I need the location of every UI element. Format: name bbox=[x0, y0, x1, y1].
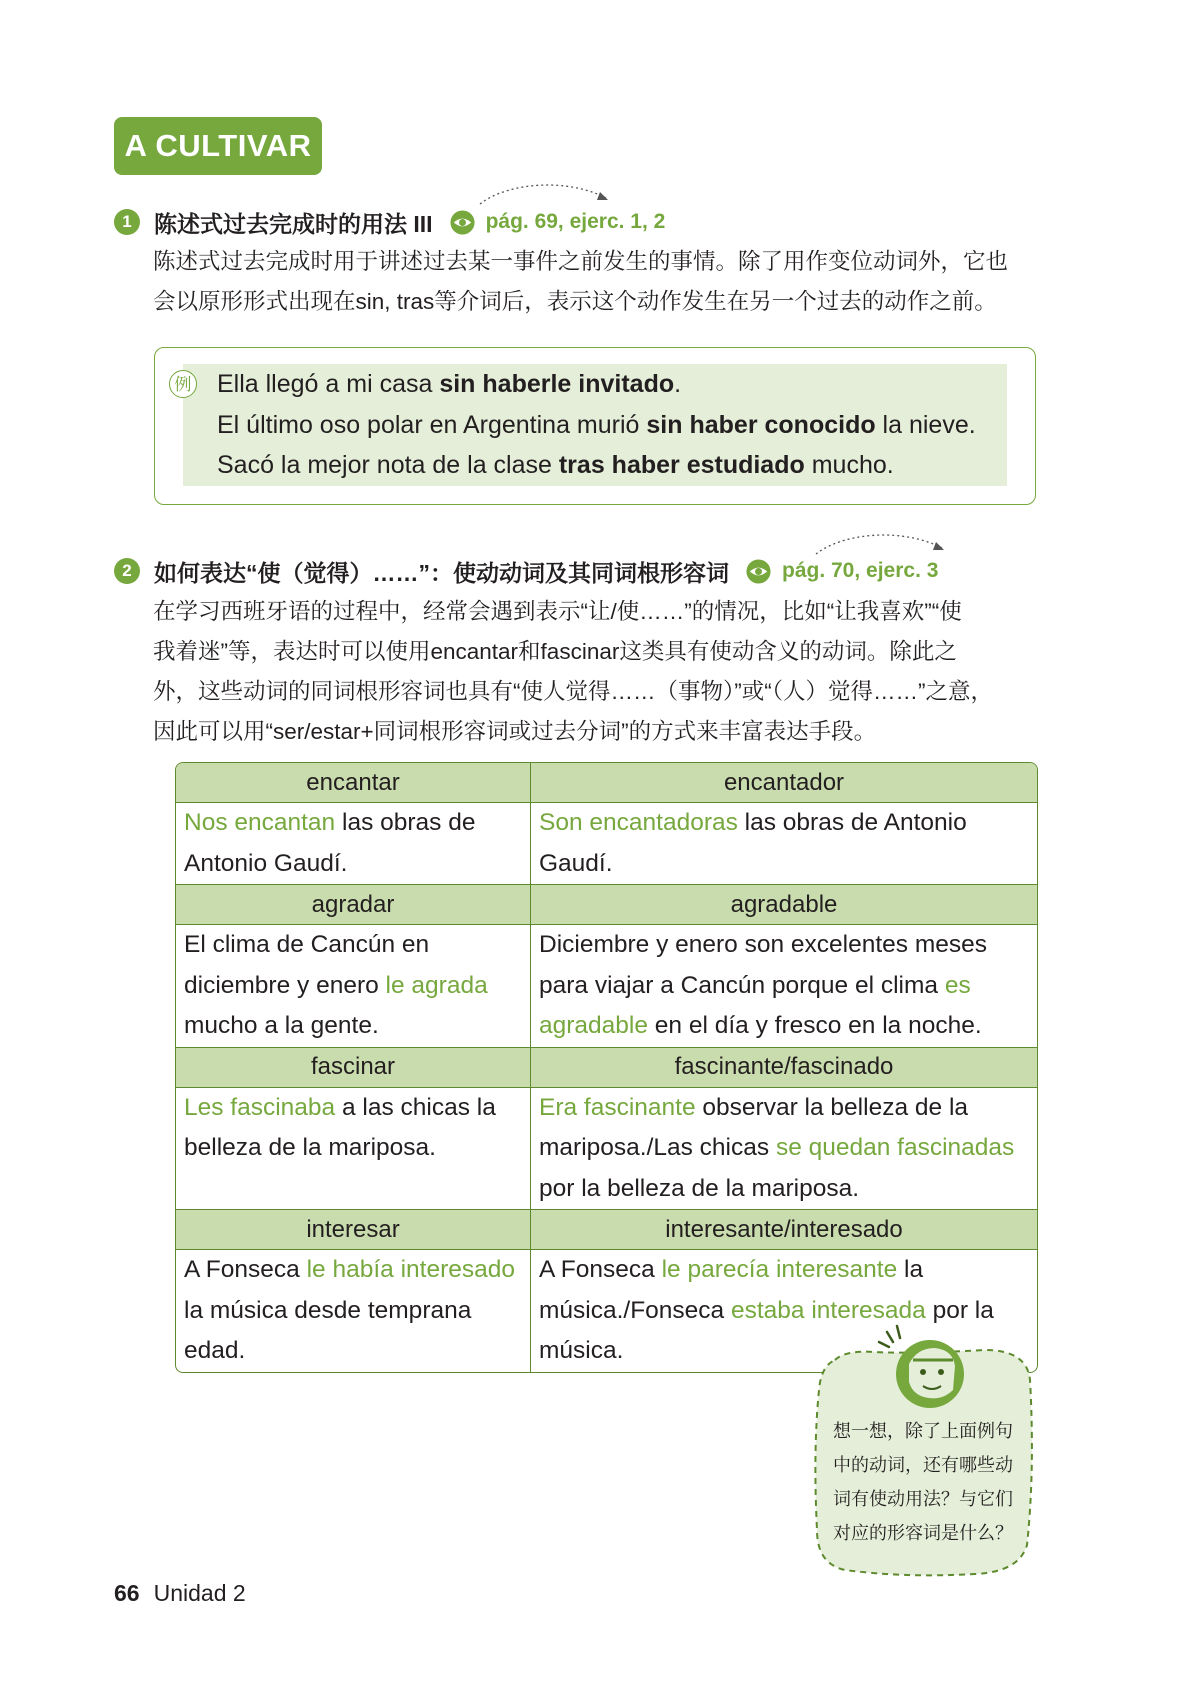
verb-example: Les fascinaba a las chicas la belleza de la mariposa. bbox=[176, 1088, 530, 1211]
page-number: 66 bbox=[114, 1580, 140, 1606]
verb-example: El clima de Cancún en diciembre y enero le agrada mucho a la gente. bbox=[176, 925, 530, 1048]
table-header-row bbox=[176, 763, 1037, 803]
example-sentence: Ella llegó a mi casa sin haberle invitado. bbox=[217, 370, 682, 398]
verb-header: interesar bbox=[176, 1210, 530, 1250]
section-title: 陈述式过去完成时的用法 III bbox=[154, 210, 433, 237]
section-title: 如何表达“使（觉得）……”：使动动词及其同词根形容词 bbox=[154, 559, 729, 586]
adjective-example: Era fascinante observar la belleza de la mariposa./Las chicas se quedan fascinadas por la belleza de la mariposa. bbox=[530, 1088, 1037, 1211]
section-2-paragraph: 在学习西班牙语的过程中，经常会遇到表示“让/使……”的情况，比如“让我喜欢”“使 我着迷”等，表达时可以使用encantar和fascinar这类具有使动含义的动词。除此之 外，这些动词的同词根形容词也具有“使人觉得……（事物）”或“（人）觉得……”之意， 因此可以用“ser/estar+同词根形容词或过去分词”的方式来丰富表达手段。 bbox=[153, 599, 993, 744]
table-header-row bbox=[176, 1048, 1037, 1088]
section-number: 1 bbox=[114, 209, 140, 235]
adjective-header: interesante/interesado bbox=[530, 1210, 1037, 1250]
adjective-example: Diciembre y enero son excelentes meses para viajar a Cancún porque el clima es agradable en el día y fresco en la noche. bbox=[530, 925, 1037, 1048]
adjective-example: A Fonseca le parecía interesante la música./Fonseca estaba interesada por la música. bbox=[530, 1250, 1037, 1372]
section-banner: A CULTIVAR bbox=[114, 117, 322, 175]
verb-header: fascinar bbox=[176, 1048, 530, 1088]
reference-arrow bbox=[478, 180, 612, 206]
table-header-row bbox=[176, 885, 1037, 925]
verb-example: Nos encantan las obras de Antonio Gaudí. bbox=[176, 803, 530, 885]
eye-icon bbox=[449, 209, 476, 236]
adjective-example: Son encantadoras las obras de Antonio Gaudí. bbox=[530, 803, 1037, 885]
example-box bbox=[154, 347, 1036, 505]
exercise-reference: pág. 69, ejerc. 1, 2 bbox=[449, 209, 666, 236]
example-icon: 例 bbox=[169, 370, 197, 398]
adjective-header: fascinante/fascinado bbox=[530, 1048, 1037, 1088]
example-sentence: Sacó la mejor nota de la clase tras haber estudiado mucho. bbox=[217, 451, 894, 479]
think-question: 想一想，除了上面例句 中的动词，还有哪些动 词有使动用法？与它们 对应的形容词是什么？ bbox=[833, 1421, 1013, 1543]
table-row bbox=[176, 803, 1037, 885]
verb-adjective-table bbox=[175, 762, 1038, 1373]
adjective-header: agradable bbox=[530, 885, 1037, 925]
section-2-heading bbox=[114, 553, 938, 589]
verb-header: agradar bbox=[176, 885, 530, 925]
table-row bbox=[176, 1088, 1037, 1211]
section-1-heading bbox=[114, 204, 665, 240]
table-row bbox=[176, 925, 1037, 1048]
example-sentences bbox=[217, 364, 976, 486]
section-1-paragraph: 陈述式过去完成时用于讲述过去某一事件之前发生的事情。除了用作变位动词外，它也 会以原形形式出现在sin, tras等介词后，表示这个动作发生在另一个过去的动作之前。 bbox=[153, 249, 1009, 314]
section-number: 2 bbox=[114, 558, 140, 584]
exercise-reference: pág. 70, ejerc. 3 bbox=[745, 558, 938, 585]
unit-label: Unidad 2 bbox=[153, 1580, 246, 1606]
adjective-header: encantador bbox=[530, 763, 1037, 803]
verb-header: encantar bbox=[176, 763, 530, 803]
page-footer bbox=[114, 1580, 246, 1607]
eye-icon bbox=[745, 558, 772, 585]
verb-example: A Fonseca le había interesado la música desde temprana edad. bbox=[184, 1256, 515, 1364]
thinking-character-icon bbox=[896, 1340, 964, 1408]
table-header-row bbox=[176, 1210, 1037, 1250]
example-sentence: El último oso polar en Argentina murió sin haber conocido la nieve. bbox=[217, 410, 976, 439]
spark-lines-icon bbox=[879, 1326, 900, 1347]
